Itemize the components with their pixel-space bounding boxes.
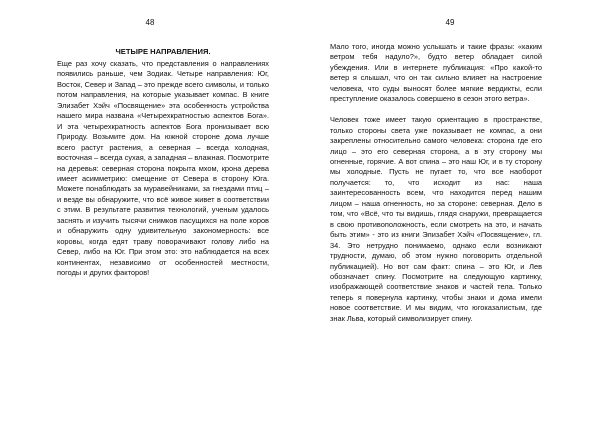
section-heading: ЧЕТЫРЕ НАПРАВЛЕНИЯ. (115, 47, 211, 56)
left-page-text (57, 46, 269, 279)
right-page-text (330, 42, 542, 324)
paragraph: Человек тоже имеет такую ориентацию в пространстве, только стороны света уже показывает не компас, а они закреплены относительно самого человека: сторона где его лицо – это его северная сторона, а в эту сторону мы огненные, горячие. А вот спина – это наш Юг, и в ту сторону мы холодные. Пусть не пугает то, что все наоборот получается: то, что исходит из нас: наша заинтересованность всем, что находится перед нашим лицом – наша огненность, но за стороне: северная. Дело в том, что «Всё, что ты видишь, глядя снаружи, превращается в свою противоположность, если смотреть на это, и начать быть этим» - это из книги Элизабет Хэйч «Посвящение», гл. 34. Это нетрудно понимаемо, однако если возникают трудности, думаю, об этом нужно поговорить отдельной публикацией). Но вот сам факт: спина – это Юг, и Лев обозначает спину. Посмотрите на следующую картинку, изображающей соответствие знаков и частей тела. Только теперь я повернула картинку, чтобы знаки и дома имели новое соответствие. И мы видим, что югоказалистым, где знак Льва, который символизирует спину. (330, 115, 542, 323)
page-number-right: 49 (445, 18, 455, 27)
right-page (300, 0, 600, 425)
paragraph: Мало того, иногда можно услышать и такие фразы: «каким ветром тебя надуло?», будто ветер обладает силой убеждения. Или в интернете публикация: «Про какой-то ветер я слышал, что он так сильно влияет на настроение человека, что суды выносят более мягкие вердикты, если преступление оказалось совершено в сезон этого ветра». (330, 42, 542, 104)
paragraph-gap (330, 105, 542, 115)
paragraph: Еще раз хочу сказать, что представления о направлениях появились раньше, чем Зодиак. Четыре направления: Юг, Восток, Север и Запад – это прежде всего символы, и только потом направления, на которые указывает компас. В книге Элизабет Хэйч «Посвящение» эта особенность устройства нашего мира названа «Четырехкратностью аспектов Бога». И эта четырехкратность аспектов Бога пронизывает всю Природу. Возьмите дом. На южной стороне дома лучше всего растут растения, а северная – всегда холодная, восточная – всегда сухая, а западная – влажная. Посмотрите на деревья: северная сторона покрыта мхом, крона дерева имеет асимметрию: смещение от Севера в сторону Юга. Можете понаблюдать за муравейниками, за гнездами птиц – и везде вы обнаружите, что всё живое живет в соответствии с этим. В результате развития технологий, ученым удалось заснять и изучить тысячи снимков пасущихся на поле коров и обнаружить одну удивительную закономерность: все коровы, когда едят траву поворачивают голову либо на Север, либо на Юг. При этом это: это наблюдается на всех континентах, независимо от особенностей местности, погоды и других факторов! (57, 59, 269, 278)
page-number-left: 48 (145, 18, 155, 27)
